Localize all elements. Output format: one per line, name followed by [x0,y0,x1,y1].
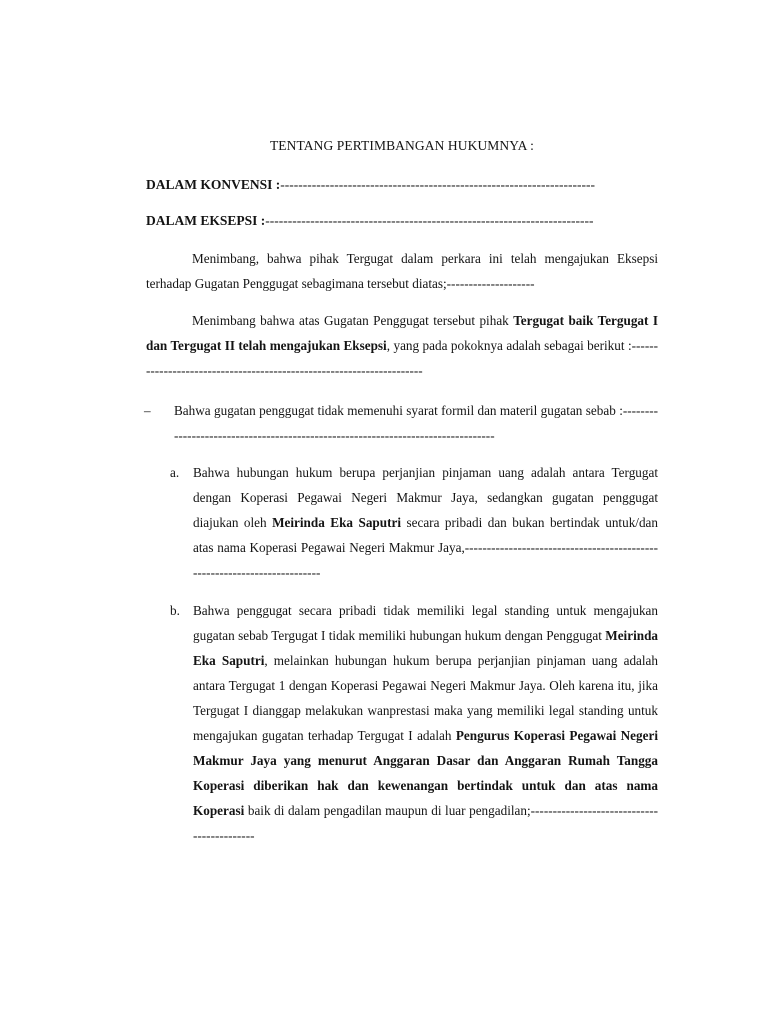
list-marker-a: a. [170,465,180,480]
list-item-b [193,598,658,848]
dash-filler: -------------------- [446,276,535,291]
dash-filler: ---------------------------------------------------------------------- [280,177,595,192]
heading-dalam-konvensi [146,176,656,194]
item-text: , melainkan hubungan hukum berupa perjanjian pinjaman uang adalah antara Tergugat 1 dengan Koperasi Pegawai Negeri Makmur Jaya. Oleh karena itu, jika Tergugat I dianggap melakukan wanprestasi maka yang memiliki legal standing untuk mengajukan gugatan terhadap Tergugat I adalah [193,653,659,743]
paragraph-text: Menimbang, bahwa pihak Tergugat dalam perkara ini telah mengajukan Eksepsi terhadap Gugatan Penggugat sebagimana tersebut diatas; [146,251,658,291]
emphasis-text: Tergugat baik Tergugat I dan Tergugat II telah mengajukan Eksepsi [146,313,658,353]
paragraph-text: , yang pada pokoknya adalah sebagai berikut : [386,338,632,353]
dash-filler: ------------------------------------------------------------------------- [265,213,594,228]
section-title: TENTANG PERTIMBANGAN HUKUMNYA : [269,138,535,153]
dash-filler: ------------------------------------------- [193,803,658,843]
item-text: Bahwa hubungan hukum berupa perjanjian pinjaman uang adalah antara Tergugat dengan Koperasi Pegawai Negeri Makmur Jaya, sedangkan gugatan penggugat diajukan oleh [193,465,658,530]
paragraph-text: Menimbang bahwa atas Gugatan Penggugat tersebut pihak [192,313,514,328]
paragraph-menimbang-2 [146,308,658,383]
heading-label: DALAM KONVENSI : [146,177,281,192]
item-text: secara pribadi dan bukan bertindak untuk/dan atas nama Koperasi Pegawai Negeri Makmur Jaya, [193,515,658,555]
bullet-marker: – [144,403,151,418]
dash-filler: ------------------------------------------------------------------------- [193,540,658,580]
bullet-item [174,398,658,448]
emphasis-name: Meirinda Eka Saputri [272,515,402,530]
list-marker-b: b. [170,603,180,618]
heading-label: DALAM EKSEPSI : [146,213,266,228]
item-text: Bahwa penggugat secara pribadi tidak memiliki legal standing untuk mengajukan gugatan sebab Tergugat I tidak memiliki hubungan hukum dengan Penggugat [193,603,658,643]
emphasis-name: Meirinda Eka Saputri [193,628,658,668]
heading-dalam-eksepsi [146,212,656,230]
dash-filler: --------------------------------------------------------------------------------- [174,403,658,443]
list-item-a [193,460,658,585]
emphasis-text: Pengurus Koperasi Pegawai Negeri Makmur Jaya yang menurut Anggaran Dasar dan Anggaran Rumah Tangga Koperasi diberikan hak dan kewenangan bertindak untuk dan atas nama Koperasi [193,728,658,818]
item-text: Bahwa gugatan penggugat tidak memenuhi syarat formil dan materil gugatan sebab : [174,403,623,418]
item-text: baik di dalam pengadilan maupun di luar pengadilan; [244,803,531,818]
paragraph-menimbang-1 [146,246,658,296]
dash-filler: --------------------------------------------------------------------- [146,338,658,378]
